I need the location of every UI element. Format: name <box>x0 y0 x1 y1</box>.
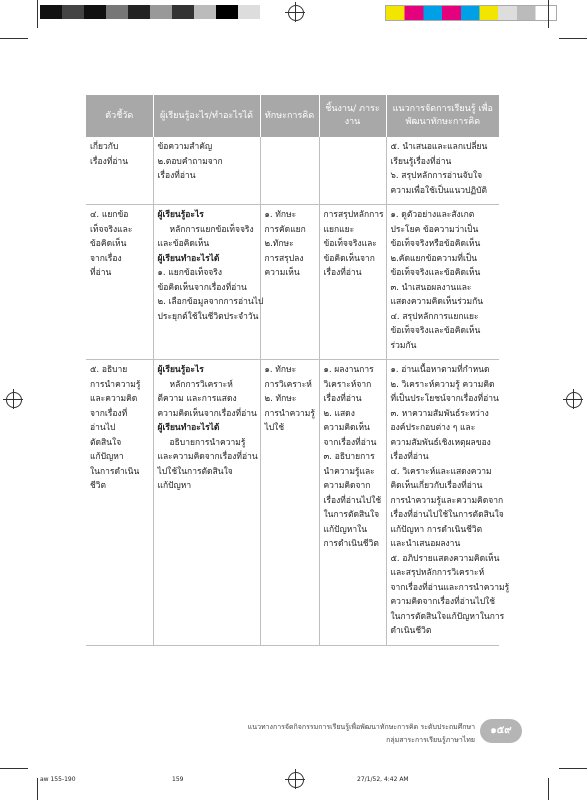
cell-line: เรื่องที่อ่าน <box>157 171 196 181</box>
cell-line: เรื่องที่อ่าน <box>390 452 429 462</box>
cell-line: ข้อเท็จจริงและข้อคิดเห็น <box>390 268 481 278</box>
cell-line: ข้อคิดเห็นจาก <box>323 253 375 264</box>
cell-line: การคัดแยก <box>264 224 306 235</box>
cell-line: ความคิดจาก <box>323 481 371 491</box>
cell-line: เท็จจริงและ <box>90 224 133 235</box>
cell-line: การดำเนินชีวิต <box>323 539 379 549</box>
cell-learn <box>153 360 260 646</box>
cell-task <box>319 137 386 205</box>
crop-mark <box>559 768 587 769</box>
cell-line: จากเรื่องที่ <box>90 408 128 419</box>
table-row <box>86 205 499 360</box>
cell-task <box>319 360 386 646</box>
cell-skill <box>260 205 319 360</box>
cell-line: ในการดำเนิน <box>90 466 140 477</box>
cell-line: ไปใช้ในการตัดสินใจ <box>157 466 233 477</box>
cell-skill <box>260 137 319 205</box>
page-number-badge: ๑๕๙ <box>480 719 522 743</box>
registration-mark-bottom <box>288 772 304 788</box>
table-row <box>86 360 499 646</box>
cell-line: การวิเคราะห์ <box>264 379 312 390</box>
crop-mark <box>548 0 549 28</box>
cell-line: ๒.ทักษะ <box>264 239 294 249</box>
cell-line: จากเรื่อง <box>90 253 122 264</box>
cell-line: การสรุปลง <box>264 253 304 264</box>
cell-line: ๕. นำเสนอและแลกเปลี่ยน <box>390 142 488 152</box>
cell-line: ในการตัดสินใจ <box>323 510 380 520</box>
cell-line: และสรุปหลักการวิเคราะห์ <box>390 568 485 578</box>
crop-mark <box>37 778 38 800</box>
cell-line: และความคิด <box>90 394 138 404</box>
slug-page: 159 <box>172 776 184 783</box>
cell-line: ตัดสินใจ <box>90 437 122 448</box>
cell-line: จากเรื่องที่อ่านและการนำความรู้ <box>390 582 510 593</box>
crop-mark <box>548 778 549 800</box>
cell-line: ร่วมกัน <box>390 340 417 351</box>
cell-line: ความคิดเห็น <box>323 423 370 433</box>
cell-line: ประยุกต์ใช้ในชีวิตประจำวัน <box>157 311 259 322</box>
registration-mark-right <box>566 392 582 408</box>
header-indicator: ตัวชี้วัด <box>86 95 153 137</box>
footer-subject: กลุ่มสาระการเรียนรู้ภาษาไทย <box>386 736 475 744</box>
cell-line: การนำความรู้และความคิดจาก <box>390 495 504 506</box>
header-task: ชิ้นงาน/ ภาระงาน <box>319 95 386 137</box>
cell-line: ความเพื่อใช้เป็นแนวปฏิบัติ <box>390 185 488 196</box>
cell-line: คิดเห็นเกี่ยวกับเรื่องที่อ่าน <box>390 481 483 491</box>
cell-line: เรื่องที่อ่านไปใช้ในการตัดสินใจ <box>390 510 504 520</box>
cell-line: ชีวิต <box>90 481 107 491</box>
cell-line: ผู้เรียนทำอะไรได้ <box>157 253 220 264</box>
cell-line: หลักการแยกข้อเท็จจริง <box>169 224 254 235</box>
cell-line: ดำเนินชีวิต <box>390 626 432 636</box>
slug-date: 27/1/52, 4:42 AM <box>357 776 409 783</box>
cell-line: ๒.ตอบคำถามจาก <box>157 156 223 167</box>
cell-line: แก้ปัญหา <box>157 481 192 491</box>
cell-line: แก้ปัญหาใน <box>323 524 368 535</box>
cell-line: เรื่องที่อ่าน <box>323 394 362 404</box>
header-skill: ทักษะการคิด <box>260 95 319 137</box>
cell-line: อธิบายการนำความรู้ <box>169 437 246 448</box>
cell-line: ที่เป็นประโยชน์จากเรื่องที่อ่าน <box>390 394 499 404</box>
cell-line: แยกแยะ <box>323 224 355 235</box>
cell-line: ความคิดจากเรื่องที่อ่านไปใช้ <box>390 597 496 607</box>
cell-line: แก้ปัญหา การดำเนินชีวิต <box>390 524 483 535</box>
cell-line: ๒.คัดแยกข้อความที่เป็น <box>390 253 478 264</box>
cell-line: ที่อ่าน <box>90 268 112 278</box>
cell-task <box>319 205 386 360</box>
cell-line: ข้อคิดเห็นจากเรื่องที่อ่าน <box>157 282 247 293</box>
cell-line: เกี่ยวกับ <box>90 142 119 152</box>
registration-mark-top <box>288 5 304 21</box>
cell-line: ๓. อธิบายการ <box>323 452 375 462</box>
cell-line: ๑. ผลงานการ <box>323 365 374 375</box>
cell-line: หลักการวิเคราะห์ <box>169 379 233 390</box>
cell-line: ๖. สรุปหลักการอ่านจับใจ <box>390 171 483 181</box>
cell-line: ๒. แสดง <box>323 408 355 419</box>
table-row <box>86 137 499 205</box>
cell-line: ข้อเท็จจริงหรือข้อคิดเห็น <box>390 239 481 249</box>
header-approach: แนวการจัดการเรียนรู้ เพื่อพัฒนาทักษะการคิด <box>386 95 499 137</box>
slug-file: aw 155-190 <box>40 776 76 783</box>
learning-table <box>86 95 510 646</box>
cell-line: ๒. ทักษะ <box>264 394 297 404</box>
cell-line: ผู้เรียนรู้อะไร <box>157 210 204 220</box>
cell-indicator <box>86 360 153 646</box>
cell-line: ๑. ดูตัวอย่างและสังเกต <box>390 210 475 220</box>
cell-line: ๔. วิเคราะห์และแสดงความ <box>390 466 492 477</box>
cell-skill <box>260 360 319 646</box>
cell-indicator <box>86 205 153 360</box>
cell-approach <box>386 137 499 205</box>
crop-mark <box>559 38 587 39</box>
registration-colorbar-gray <box>40 5 260 19</box>
cell-line: ๔. สรุปหลักการแยกแยะ <box>390 311 479 322</box>
crop-mark <box>0 38 28 39</box>
cell-line: ข้อเท็จจริงและข้อคิดเห็น <box>390 326 481 336</box>
cell-line: ในการตัดสินใจแก้ปัญหาในการ <box>390 611 505 622</box>
cell-learn <box>153 137 260 205</box>
cell-line: ๑. แยกข้อเท็จจริง <box>157 268 223 278</box>
cell-line: อ่านไป <box>90 423 116 433</box>
cell-line: จากเรื่องที่อ่าน <box>323 437 377 448</box>
cell-line: ๕. อธิบาย <box>90 365 128 375</box>
cell-line: การนำความรู้ <box>264 408 315 419</box>
footer-book-title: แนวทางการจัดกิจกรรมการเรียนรู้เพื่อพัฒนาทักษะการคิด ระดับประถมศึกษา <box>247 723 475 731</box>
cell-line: เรื่องที่อ่านไปใช้ <box>323 495 382 506</box>
cell-line: ข้อเท็จจริงและ <box>323 239 377 249</box>
cell-line: ประโยค ข้อความว่าเป็น <box>390 224 479 235</box>
cell-line: ๒. เลือกข้อมูลจากการอ่านไป <box>157 297 264 307</box>
cell-line: เรื่องที่อ่าน <box>323 268 362 278</box>
cell-line: แสดงความคิดเห็นร่วมกัน <box>390 297 484 307</box>
cell-line: ๔. แยกข้อ <box>90 210 129 220</box>
cell-line: และนำเสนอผลงาน <box>390 539 461 549</box>
cell-line: และข้อคิดเห็น <box>157 239 210 249</box>
cell-line: เรียนรู้เรื่องที่อ่าน <box>390 156 452 167</box>
cell-approach <box>386 205 499 360</box>
cell-line: วิเคราะห์จาก <box>323 379 372 390</box>
cell-line: และความคิดจากเรื่องที่อ่าน <box>157 452 258 462</box>
cell-line: ตีความ และการแสดง <box>157 394 237 404</box>
cell-line: ๒. วิเคราะห์ความรู้ ความคิด <box>390 379 495 390</box>
table-header-row <box>86 95 499 137</box>
cell-line: ๓. หาความสัมพันธ์ระหว่าง <box>390 408 489 419</box>
cell-learn <box>153 205 264 360</box>
cell-line: ๕. อภิปรายแสดงความคิดเห็น <box>390 553 500 564</box>
cell-line: ความเห็น <box>264 268 300 278</box>
cell-line: การนำความรู้ <box>90 379 141 390</box>
cell-line: การสรุปหลักการ <box>323 210 384 220</box>
crop-mark <box>0 768 28 769</box>
registration-mark-left <box>6 392 22 408</box>
cell-approach <box>386 360 510 646</box>
cell-line: ผู้เรียนทำอะไรได้ <box>157 423 220 433</box>
cell-line: ข้อความสำคัญ <box>157 142 213 152</box>
cell-line: นำความรู้และ <box>323 466 375 477</box>
cell-line: ๑. ทักษะ <box>264 210 297 220</box>
header-learn: ผู้เรียนรู้อะไร/ทำอะไรได้ <box>153 95 260 137</box>
cell-line: ๑. ทักษะ <box>264 365 297 375</box>
cell-line: ผู้เรียนรู้อะไร <box>157 365 204 375</box>
cell-line: ความคิดเห็นจากเรื่องที่อ่าน <box>157 408 257 419</box>
cell-indicator <box>86 137 153 205</box>
cell-line: ไปใช้ <box>264 423 285 433</box>
cell-line: ข้อคิดเห็น <box>90 239 127 249</box>
cell-line: เรื่องที่อ่าน <box>90 156 129 167</box>
crop-mark <box>37 0 38 28</box>
cell-line: แก้ปัญหา <box>90 452 124 462</box>
registration-colorbar-color <box>385 5 557 21</box>
cell-line: ๓. นำเสนอผลงานและ <box>390 282 472 293</box>
cell-line: ๑. อ่านเนื้อหาตามที่กำหนด <box>390 365 490 375</box>
cell-line: ความสัมพันธ์เชิงเหตุผลของ <box>390 437 491 448</box>
cell-line: องค์ประกอบต่าง ๆ และ <box>390 423 476 433</box>
